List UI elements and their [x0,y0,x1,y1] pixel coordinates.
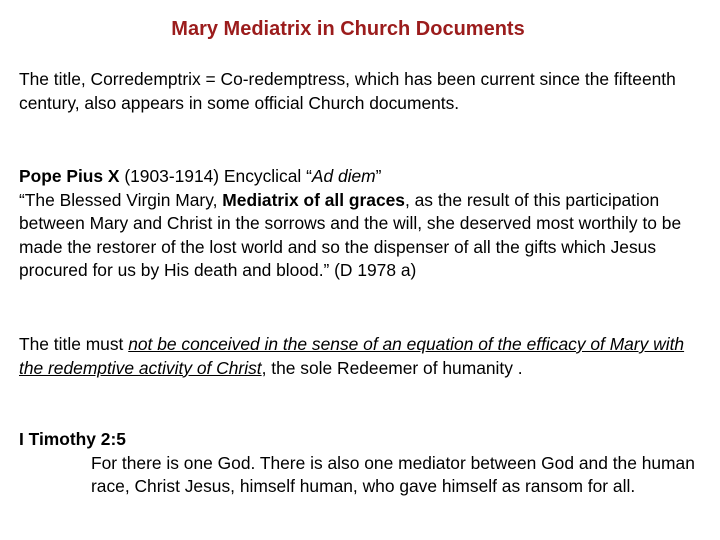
quote-mediatrix: Mediatrix of all graces [222,189,405,210]
pope-name: Pope Pius X [19,166,120,186]
scripture-paragraph [19,428,699,499]
intro-paragraph: The title, Corredemptrix = Co-redemptress, which has been current since the fifteenth century, also appears in some official Church documents. [19,69,676,113]
quote-start: “The Blessed Virgin Mary, [19,189,223,210]
encyclical-dates: (1903-1914) Encyclical “ [119,166,312,186]
caveat-tail: , the sole Redeemer of humanity . [261,357,523,378]
pius-paragraph [19,165,699,283]
encyclical-close-quote: ” [375,166,382,186]
slide-title: Mary Mediatrix in Church Documents [171,18,525,40]
scripture-reference: I Timothy 2:5 [19,429,126,449]
caveat-paragraph [19,333,699,380]
encyclical-title: Ad diem [311,166,376,186]
quote-rest: , as the result of this participation between Mary and Christ in the sorrows and the will, she deserved most worthily to be made the restorer of the lost world and so the dispenser of all the gifts which Jesus procured for us by His death and blood.” (D 1978 a) [19,189,682,280]
scripture-text: For there is one God. There is also one mediator between God and the human race, Christ Jesus, himself human, who gave himself as ransom for all. [91,452,695,496]
caveat-emphasis: not be conceived in the sense of an equation of the efficacy of Mary with the redemptive activity of Christ [19,334,685,378]
caveat-lead: The title must [19,334,129,354]
